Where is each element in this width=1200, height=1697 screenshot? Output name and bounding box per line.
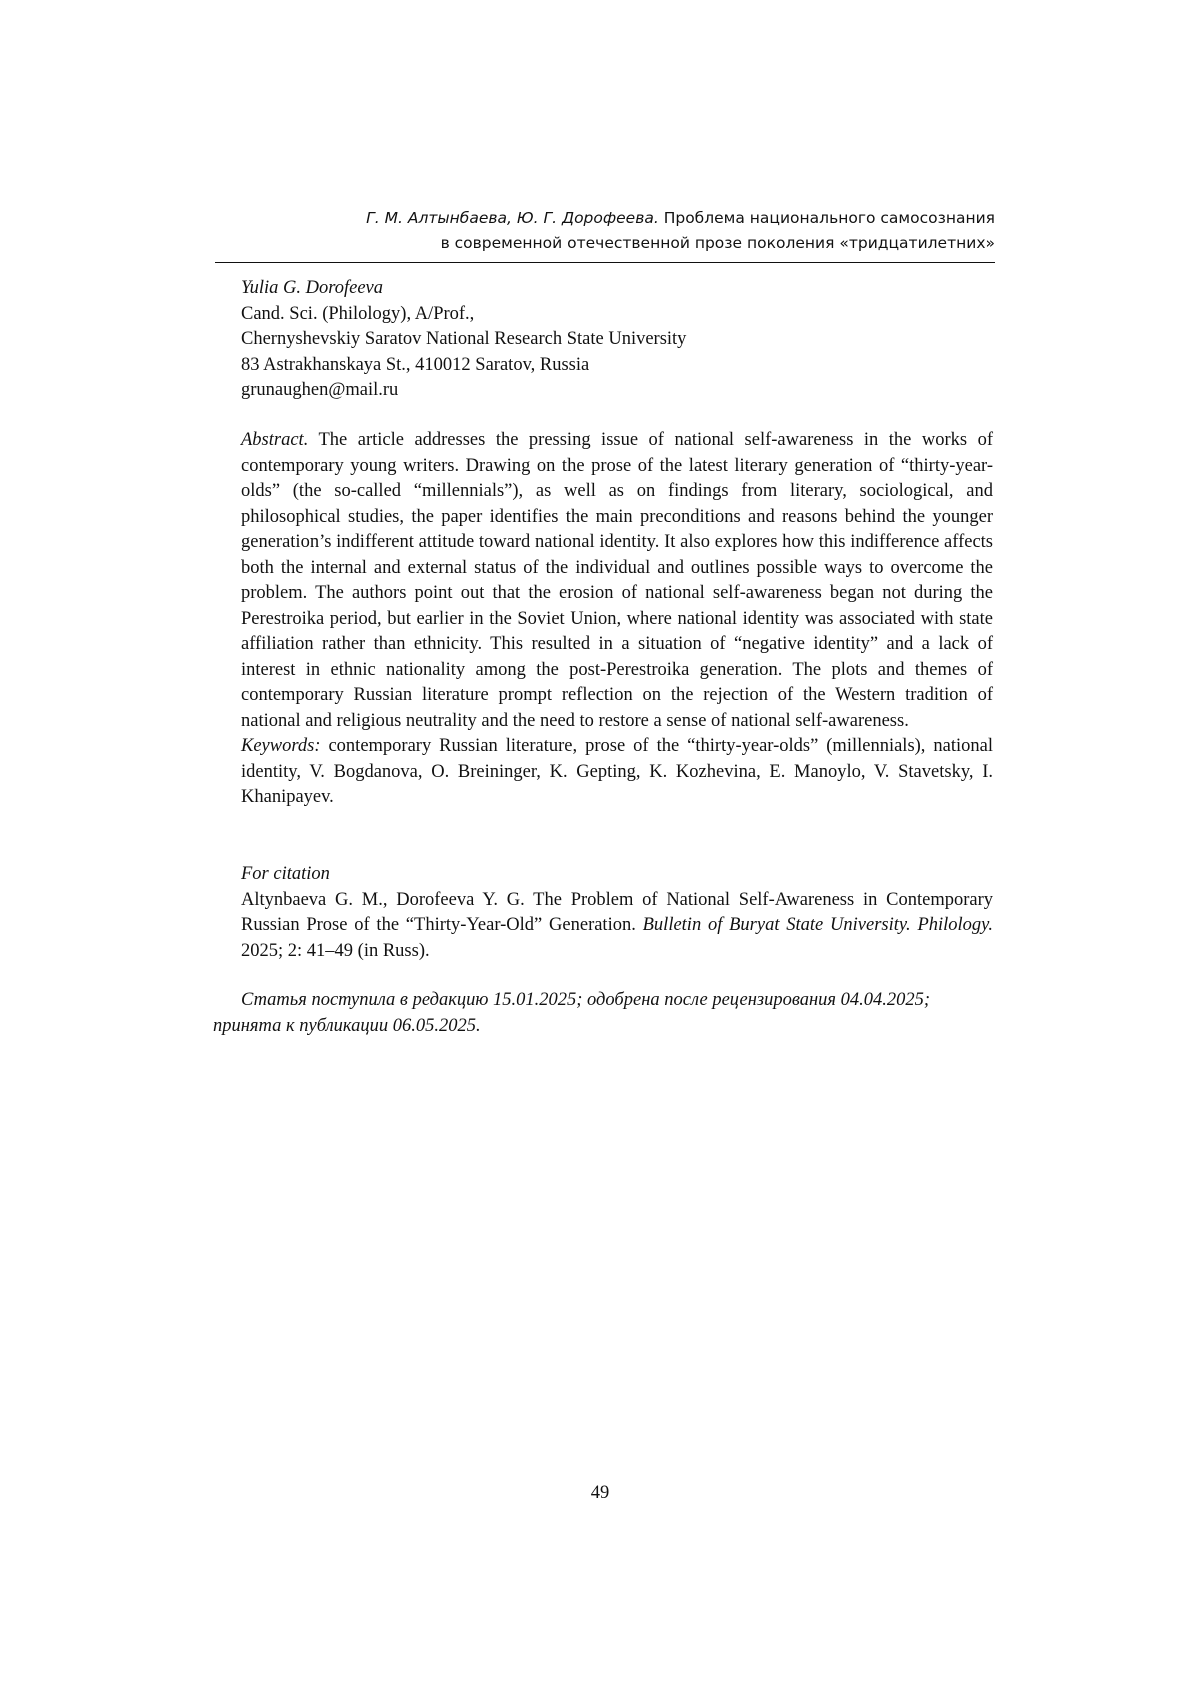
author-affiliation: Chernyshevskiy Saratov National Research State University xyxy=(241,327,993,353)
submission-dates xyxy=(213,988,993,1039)
author-email: grunaughen@mail.ru xyxy=(241,378,993,404)
abstract-label: Abstract. xyxy=(241,430,308,450)
citation-journal: Bulletin of Buryat State University. Philology. xyxy=(643,915,993,935)
citation-details: 2025; 2: 41–49 (in Russ). xyxy=(241,941,430,961)
abstract-text: The article addresses the pressing issue of national self-awareness in the works of contemporary young writers. Drawing on the prose of the latest literary generation of “thirty-year-olds” (the so-called “millennials”), as well as on findings from literary, sociological, and philosophical studies, the paper identifies the main preconditions and reasons behind the younger generation’s indifferent attitude toward national identity. It also explores how this indifference affects both the internal and external status of the individual and outlines possible ways to overcome the problem. The authors point out that the erosion of national self-awareness began not during the Perestroika period, but earlier in the Soviet Union, where national identity was associated with state affiliation rather than ethnicity. This resulted in a situation of “negative identity” and a lack of interest in ethnic nationality among the post-Perestroika generation. The plots and themes of contemporary Russian literature prompt reflection on the rejection of the Western tradition of national and religious neutrality and the need to restore a sense of national self-awareness. xyxy=(241,430,993,731)
running-head xyxy=(215,206,995,256)
author-info xyxy=(241,276,993,404)
citation-heading: For citation xyxy=(241,862,993,888)
running-head-line-1 xyxy=(215,206,995,231)
running-head-title-line-2: в современной отечественной прозе поколения «тридцатилетних» xyxy=(215,231,995,256)
abstract-section xyxy=(241,428,993,811)
keywords-label: Keywords: xyxy=(241,736,320,756)
author-degree: Cand. Sci. (Philology), A/Prof., xyxy=(241,302,993,328)
running-head-title-line-1: Проблема национального самосознания xyxy=(664,209,995,227)
citation-body xyxy=(241,888,993,965)
running-head-authors: Г. М. Алтынбаева, Ю. Г. Дорофеева. xyxy=(366,209,659,227)
keywords-paragraph xyxy=(241,734,993,811)
page-number: 49 xyxy=(0,1483,1200,1504)
citation-section xyxy=(241,862,993,964)
keywords-text: contemporary Russian literature, prose of the “thirty-year-olds” (millennials), national identity, V. Bogdanova, O. Breininger, K. Gepting, K. Kozhevina, E. Manoylo, V. Stavetsky, I. Khanipayev. xyxy=(241,736,993,807)
header-divider xyxy=(215,262,995,263)
author-address: 83 Astrakhanskaya St., 410012 Saratov, Russia xyxy=(241,353,993,379)
citation-text: Altynbaeva G. M., Dorofeeva Y. G. The Problem of National Self-Awareness in Contemporary Russian Prose of the “Thirty-Year-Old” Generation. xyxy=(241,890,993,936)
author-name: Yulia G. Dorofeeva xyxy=(241,276,993,302)
abstract-paragraph xyxy=(241,428,993,734)
submission-dates-line-1: Статья поступила в редакцию 15.01.2025; одобрена после рецензирования 04.04.2025; xyxy=(213,988,993,1014)
submission-dates-line-2: принята к публикации 06.05.2025. xyxy=(213,1014,993,1040)
